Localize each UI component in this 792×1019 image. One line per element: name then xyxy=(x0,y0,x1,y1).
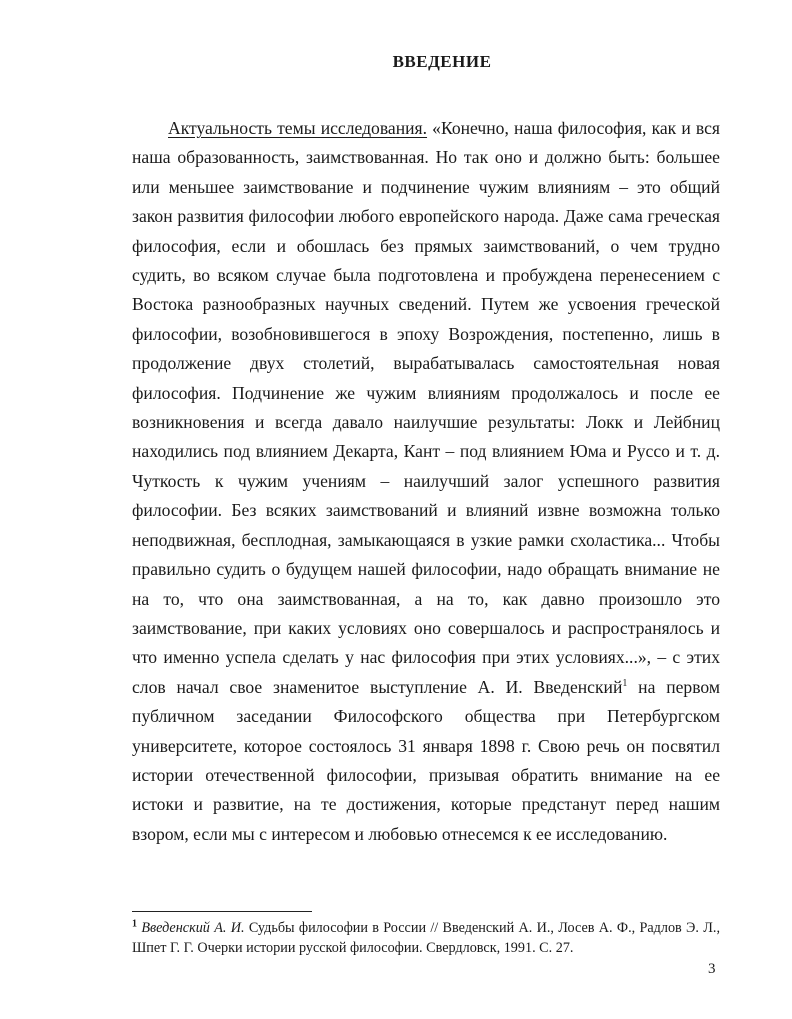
page-number: 3 xyxy=(708,961,716,977)
footnote-divider xyxy=(132,911,312,912)
footnote-text: Судьбы философии в России // Введенский А. И., Лосев А. Ф., Радлов Э. Л., Шпет Г. Г. Очерки истории русской философии. Свердловск, 1991. С. 27. xyxy=(132,920,720,956)
section-heading: ВВЕДЕНИЕ xyxy=(392,52,492,71)
relevance-lead: Актуальность темы исследования. xyxy=(168,118,428,138)
footnote xyxy=(132,918,720,958)
footnote-reference: 1 xyxy=(622,677,628,689)
paragraph-text-part-1: «Конечно, наша философия, как и вся наша образованность, заимствованная. Но так оно и должно быть: большее или меньшее заимствование и подчинение чужим влияниям – это общий закон развития философии любого европейского народа. Даже сама греческая философия, если и обошлась без прямых заимствований, о чем трудно судить, во всяком случае была подготовлена и пробуждена перенесением с Востока разнообразных научных сведений. Путем же усвоения греческой философии, возобновившегося в эпоху Возрождения, постепенно, лишь в продолжение двух столетий, вырабатывалась самостоятельная новая философия. Подчинение же чужим влияниям продолжалось и после ее возникновения и всегда давало наилучшие результаты: Локк и Лейбниц находились под влиянием Декарта, Кант – под влиянием Юма и Руссо и т. д. Чуткость к чужим учениям – наилучший залог успешного развития философии. Без всяких заимствований и влияний извне возможна только неподвижная, бесплодная, замыкающаяся в узкие рамки схоластика... Чтобы правильно судить о будущем нашей философии, надо обращать внимание не на то, что она заимствованная, а на то, как давно произошло это заимствование, при каких условиях оно совершалось и распространялось и что именно успела сделать у нас философия при этих условиях...», – с этих слов начал свое знаменитое выступление А. И. Введенский xyxy=(132,118,720,697)
footnote-author: Введенский А. И. xyxy=(141,920,245,936)
paragraph-text-part-2: на первом публичном заседании Философского общества при Петербургском университете, которое состоялось 31 января 1898 г. Свою речь он посвятил истории отечественной философии, призывая обратить внимание на ее истоки и развитие, на те достижения, которые предстанут перед нашим взором, если мы с интересом и любовью отнесемся к ее исследованию. xyxy=(132,676,721,844)
intro-paragraph xyxy=(132,114,720,849)
footnote-mark: 1 xyxy=(132,918,137,930)
